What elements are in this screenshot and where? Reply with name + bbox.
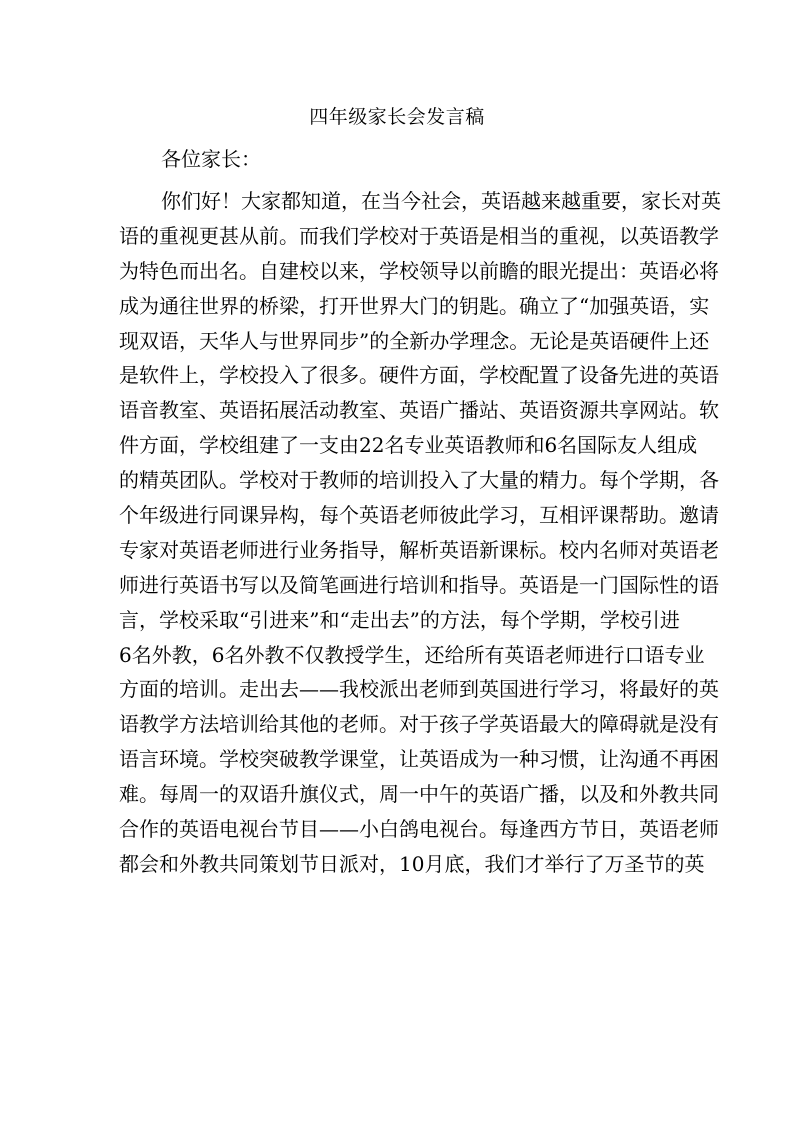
body-line: 现双语，天华人与世界同步”的全新办学理念。无论是英语硬件上还 (119, 328, 710, 353)
body-line: 件方面，学校组建了一支由22名专业英语教师和6名国际友人组成 (119, 433, 698, 458)
body-line: 语音教室、英语拓展活动教室、英语广播站、英语资源共享网站。软 (119, 398, 719, 423)
body-line: 6名外教，6名外教不仅教授学生，还给所有英语老师进行口语专业 (119, 642, 705, 667)
body-line: 都会和外教共同策划节日派对，10月底，我们才举行了万圣节的英 (119, 851, 705, 876)
body-line: 成为通往世界的桥梁，打开世界大门的钥匙。确立了“加强英语，实 (119, 293, 710, 318)
body-line: 方面的培训。走出去——我校派出老师到英国进行学习，将最好的英 (119, 677, 719, 702)
body-line: 言，学校采取“引进来”和“走出去”的方法，每个学期，学校引进 (119, 607, 680, 632)
document-title: 四年级家长会发言稿 (309, 106, 485, 128)
body-line: 难。每周一的双语升旗仪式，周一中午的英语广播，以及和外教共同 (119, 782, 719, 807)
body-line: 语的重视更甚从前。而我们学校对于英语是相当的重视，以英语教学 (119, 223, 719, 248)
body-line: 师进行英语书写以及简笔画进行培训和指导。英语是一门国际性的语 (119, 572, 719, 597)
body-line: 语言环境。学校突破教学课堂，让英语成为一种习惯，让沟通不再困 (119, 747, 719, 772)
body-line: 个年级进行同课异构，每个英语老师彼此学习，互相评课帮助。邀请 (119, 503, 719, 528)
salutation: 各位家长： (161, 147, 261, 171)
body-line: 语教学方法培训给其他的老师。对于孩子学英语最大的障碍就是没有 (119, 712, 719, 737)
body-line: 专家对英语老师进行业务指导，解析英语新课标。校内名师对英语老 (119, 537, 719, 562)
body-line: 合作的英语电视台节目——小白鸽电视台。每逢西方节日，英语老师 (119, 817, 719, 842)
body-text (119, 184, 721, 882)
body-line: 你们好！大家都知道，在当今社会，英语越来越重要，家长对英 (161, 189, 721, 213)
body-line: 为特色而出名。自建校以来，学校领导以前瞻的眼光提出：英语必将 (119, 258, 719, 283)
body-line: 是软件上，学校投入了很多。硬件方面，学校配置了设备先进的英语 (119, 363, 719, 388)
body-line: 的精英团队。学校对于教师的培训投入了大量的精力。每个学期，各 (119, 468, 719, 493)
